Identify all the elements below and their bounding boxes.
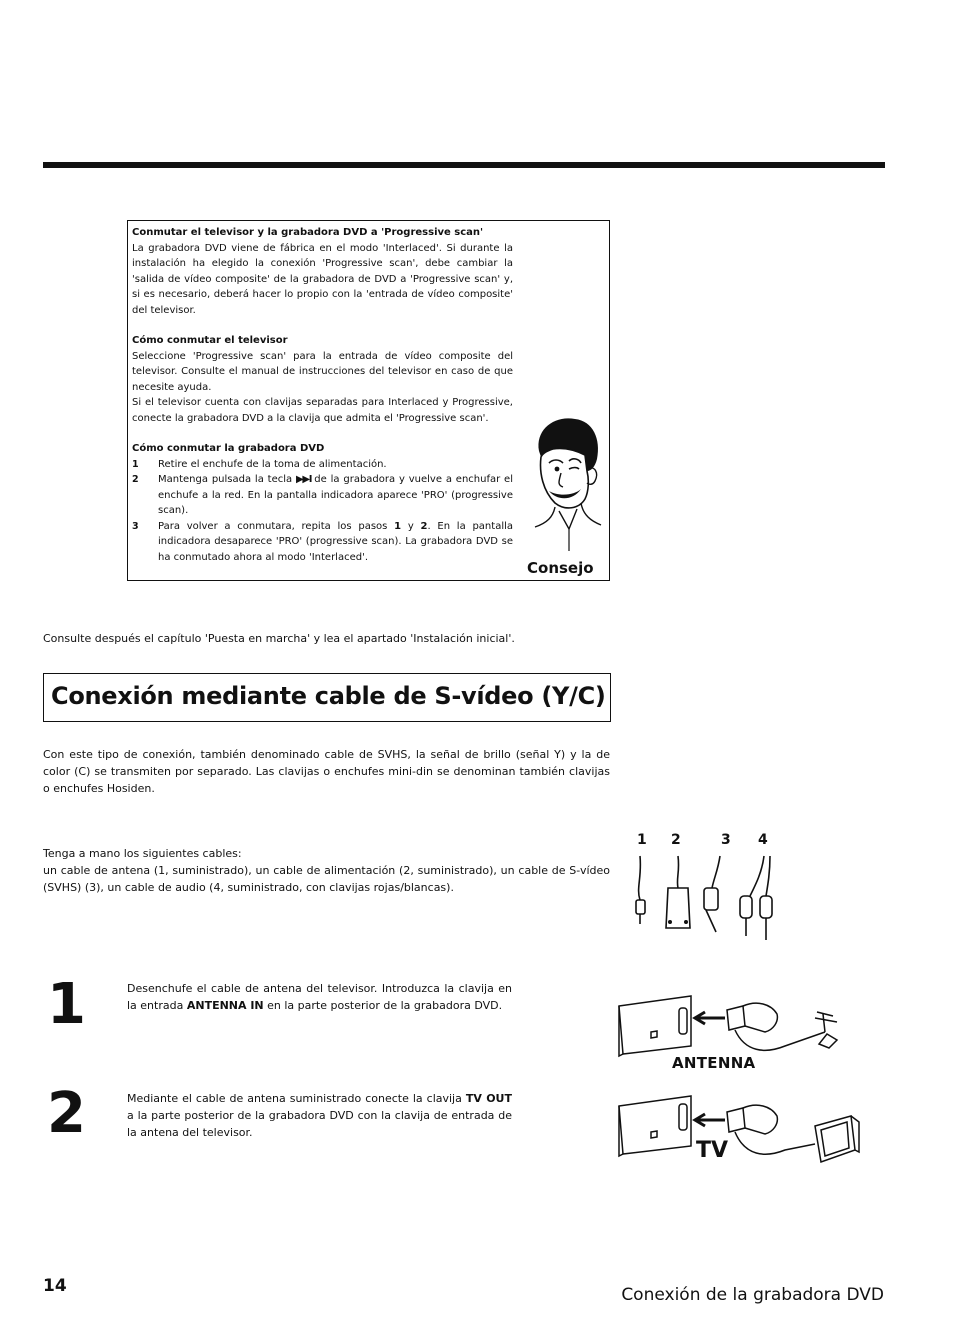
- cable-number: 4: [758, 832, 768, 848]
- tip-label: Consejo: [527, 559, 594, 577]
- cable-number: 2: [671, 832, 681, 848]
- step-2-text: Mediante el cable de antena suministrado conecte la clavija TV OUT a la parte posterior de la grabadora DVD con la clavija de entrada de la antena del televisor.: [127, 1092, 512, 1139]
- cable-number: 3: [721, 832, 731, 848]
- dvd-steps: [132, 457, 513, 566]
- cables-list: un cable de antena (1, suministrado), un cable de alimentación (2, suministrado), un cable de S-vídeo (SVHS) (3), un cable de audio (4, suministrado, con clavijas rojas/blancas).: [43, 864, 610, 894]
- cables-text: [43, 845, 610, 896]
- cables-illustration-icon: [628, 828, 788, 946]
- step-1-text: Desenchufe el cable de antena del televisor. Introduzca la clavija en la entrada ANTENNA IN en la parte posterior de la grabadora DVD.: [127, 982, 512, 1012]
- cables-heading: Tenga a mano los siguientes cables:: [43, 847, 242, 860]
- tv-heading: Cómo conmutar el televisor: [132, 335, 288, 346]
- page-number: 14: [43, 1276, 67, 1296]
- list-item: 2 Mantenga pulsada la tecla ▶▶I de la grabadora y vuelve a enchufar el enchufe a la red. En la pantalla indicadora aparece 'PRO' (progressive scan).: [132, 474, 513, 516]
- list-item: 1 Retire el enchufe de la toma de alimentación.: [132, 458, 387, 470]
- cable-number: 1: [637, 832, 647, 848]
- next-key-icon: ▶▶I: [296, 474, 311, 485]
- tv-label: TV: [696, 1138, 729, 1163]
- step-number: 2: [47, 1081, 86, 1146]
- tip-box: [127, 220, 610, 581]
- tip-mascot-icon: [525, 411, 603, 551]
- section-header-box: [43, 673, 611, 722]
- footer-title: Conexión de la grabadora DVD: [621, 1285, 884, 1305]
- top-rule: [43, 162, 885, 168]
- intro-text: Con este tipo de conexión, también denominado cable de SVHS, la señal de brillo (señal Y) y la de color (C) se transmiten por separado. Las clavijas o enchufes mini-din se denominan también clavijas o enchufes Hosiden.: [43, 748, 610, 795]
- consulte-text: Consulte después el capítulo 'Puesta en marcha' y lea el apartado 'Instalación inicial'.: [43, 632, 515, 645]
- dvd-heading: Cómo conmutar la grabadora DVD: [132, 443, 325, 454]
- tip-title: Conmutar el televisor y la grabadora DVD a 'Progressive scan': [132, 227, 484, 238]
- tv-text-1: Seleccione 'Progressive scan' para la entrada de vídeo composite del televisor. Consulte el manual de instrucciones del televisor en caso de que necesite ayuda.: [132, 350, 513, 393]
- section-title: Conexión mediante cable de S-vídeo (Y/C): [51, 682, 606, 710]
- tv-text-2: Si el televisor cuenta con clavijas separadas para Interlaced y Progressive, conecte la grabadora DVD a la clavija que admita el 'Progressive scan'.: [132, 397, 513, 424]
- tip-intro: La grabadora DVD viene de fábrica en el modo 'Interlaced'. Si durante la instalación ha elegido la conexión 'Progressive scan', debe cambiar la 'salida de vídeo composite' de la grabadora de DVD a 'Progressive scan' y, si es necesario, deberá hacer lo propio con la 'entrada de vídeo composite' del televisor.: [132, 242, 513, 316]
- tv-connection-diagram-icon: [615, 1092, 860, 1177]
- step-number: 1: [47, 972, 86, 1037]
- list-item: 3 Para volver a conmutara, repita los pasos 1 y 2. En la pantalla indicadora desaparece 'PRO' (progressive scan). La grabadora DVD se ha conmutado ahora al modo 'Interlaced'.: [132, 520, 514, 563]
- antenna-label: ANTENNA: [672, 1054, 756, 1072]
- tip-content: [132, 225, 513, 565]
